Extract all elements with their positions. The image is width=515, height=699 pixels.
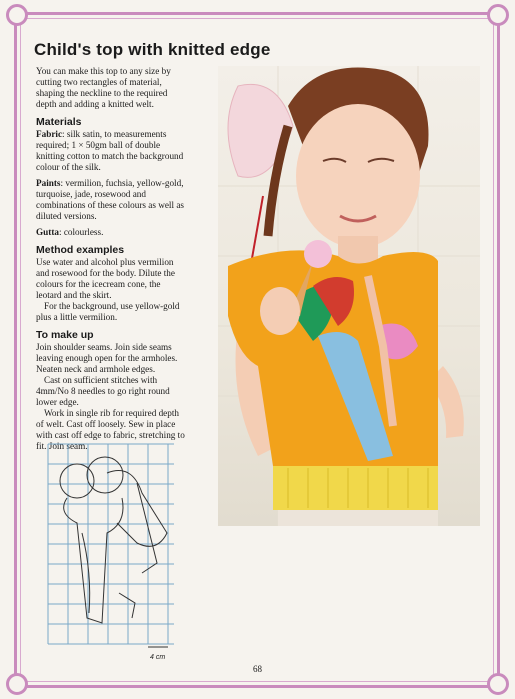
pattern-grid <box>47 443 175 649</box>
paints-text: : vermilion, fuchsia, yellow-gold, turquoise, jade, rosewood and combinations of these colours as well as diluted versions. <box>36 178 184 221</box>
page-number: 68 <box>253 664 262 674</box>
make-up-paragraph-2: Cast on sufficient stitches with 4mm/No 8 needles to go right round lower edge. <box>36 375 170 407</box>
corner-ornament-icon <box>487 673 509 695</box>
knitted-welt <box>273 466 438 510</box>
fabric-paragraph <box>36 129 186 173</box>
paints-label: Paints <box>36 178 61 188</box>
method-heading: Method examples <box>36 244 125 256</box>
make-up-paragraph-1: Join shoulder seams. Join side seams leaving enough open for the armholes. Neaten neck and armhole edges. <box>36 342 178 374</box>
fabric-label: Fabric <box>36 129 63 139</box>
materials-heading: Materials <box>36 116 82 128</box>
pattern-grid-diagram <box>47 443 175 649</box>
gutta-paragraph <box>36 227 186 238</box>
intro-paragraph: You can make this top to any size by cutting two rectangles of material, shaping the neckline to the required depth and adding a knitted welt. <box>36 66 171 109</box>
photo-illustration <box>218 66 480 526</box>
scale-label: 4 cm <box>150 654 166 661</box>
instructions-column <box>36 66 186 452</box>
photo-child-top <box>218 66 480 526</box>
page-title: Child's top with knitted edge <box>34 40 271 59</box>
make-up-heading: To make up <box>36 329 94 341</box>
method-paragraph-1: Use water and alcohol plus vermilion and rosewood for the body. Dilute the colours for the icecream cone, the leotard and the skirt. <box>36 257 175 300</box>
make-up-paragraph-3: Work in single rib for required depth of welt. Cast off loosely. Sew in place with cast off edge to fabric, stretching to fit. Join seam. <box>36 408 185 451</box>
motif-outline <box>60 457 167 623</box>
paints-paragraph <box>36 178 186 222</box>
gutta-text: : colourless. <box>58 227 104 237</box>
fabric-text: : silk satin, to measurements required; 1 × 50gm ball of double knitting cotton to match the background colour of the silk. <box>36 129 184 172</box>
gutta-label: Gutta <box>36 227 59 237</box>
corner-ornament-icon <box>6 673 28 695</box>
method-paragraph-2: For the background, use yellow-gold plus a little vermilion. <box>36 301 180 322</box>
corner-ornament-icon <box>487 4 509 26</box>
corner-ornament-icon <box>6 4 28 26</box>
face <box>296 104 420 248</box>
